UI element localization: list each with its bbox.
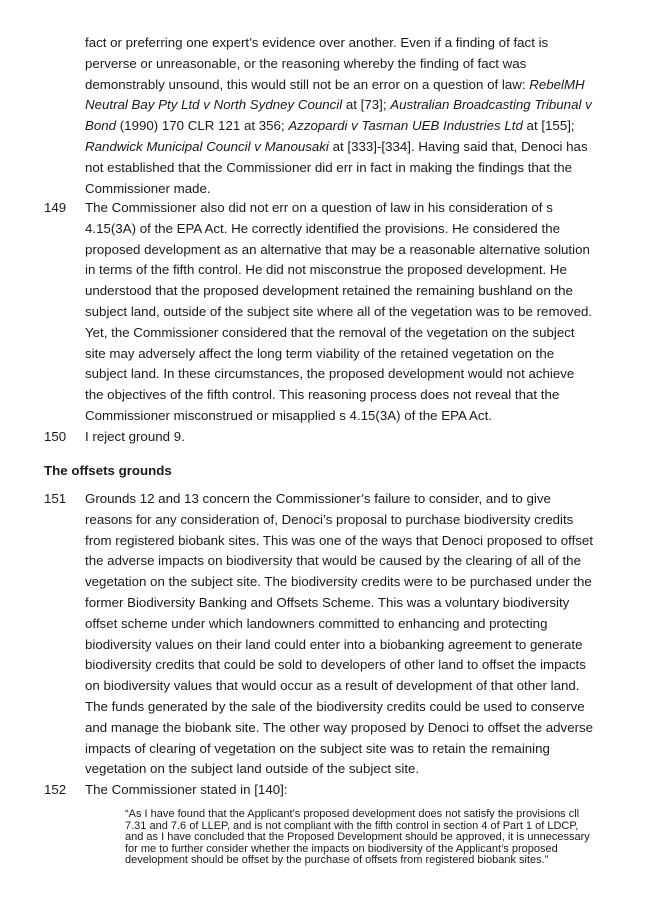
case-citation: Australian Broadcasting Tribunal v Bond bbox=[85, 97, 592, 134]
block-quote: “As I have found that the Applicant’s proposed development does not satisfy the provisions cll 7.31 and 7.6 of LLEP, and is not compliant with the fifth control in section 4 of Part 1 of LDCP, and as I have concluded that the Proposed Development should be approved, it is unnecessary for me to further consider whether the impacts on biodiversity of the Applicant’s proposed development should be offset by the purchase of offsets from registered biobank sites.” bbox=[125, 808, 590, 867]
paragraph-148-continuation bbox=[85, 33, 595, 199]
paragraph-text: at [73]; bbox=[342, 97, 391, 113]
paragraph-152: The Commissioner stated in [140]: bbox=[85, 782, 288, 797]
paragraph-number: 150 bbox=[44, 429, 67, 444]
paragraph-text: (1990) 170 CLR 121 at 356; bbox=[116, 118, 289, 134]
paragraph-number: 152 bbox=[44, 782, 67, 797]
paragraph-number: 149 bbox=[44, 200, 67, 215]
case-citation: RebelMH Neutral Bay Pty Ltd v North Sydney Council bbox=[85, 76, 585, 113]
paragraph-150: I reject ground 9. bbox=[85, 429, 185, 444]
paragraph-text: fact or preferring one expert’s evidence over another. Even if a finding of fact is perverse or unreasonable, or the reasoning whereby the finding of fact was demonstrably unsound, this would still not be an error on a question of law: bbox=[85, 35, 549, 92]
case-citation: Azzopardi v Tasman UEB Industries Ltd bbox=[288, 118, 523, 134]
paragraph-text: at [155]; bbox=[522, 118, 575, 134]
case-citation: Randwick Municipal Council v Manousaki bbox=[85, 138, 329, 154]
paragraph-number: 151 bbox=[44, 491, 67, 506]
section-heading: The offsets grounds bbox=[44, 463, 172, 478]
paragraph-151: Grounds 12 and 13 concern the Commissioner’s failure to consider, and to give reasons for any consideration of, Denoci’s proposal to purchase biodiversity credits from registered biobank sites. This was one of the ways that Denoci proposed to offset the adverse impacts on biodiversity that would be caused by the clearing of all of the vegetation on the subject site. The biodiversity credits were to be purchased under the former Biodiversity Banking and Offsets Scheme. This was a voluntary biodiversity offset scheme under which landowners committed to enhancing and protecting biodiversity values on their land could enter into a biobanking agreement to generate biodiversity credits that could be sold to developers of other land to offset the impacts on biodiversity values that would occur as a result of development of that other land. The funds generated by the sale of the biodiversity credits could be used to conserve and manage the biobank site. The other way proposed by Denoci to offset the adverse impacts of clearing of vegetation on the subject site was to retain the remaining vegetation on the subject land outside of the subject site. bbox=[85, 491, 594, 777]
paragraph-149: The Commissioner also did not err on a question of law in his consideration of s 4.15(3A) of the EPA Act. He correctly identified the provisions. He considered the proposed development as an alternative that may be a reasonable alternative solution in terms of the fifth control. He did not misconstrue the proposed development. He understood that the proposed development retained the remaining bushland on the subject land, outside of the subject site where all of the vegetation was to be removed. Yet, the Commissioner considered that the removal of the vegetation on the subject site may adversely affect the long term viability of the retained vegetation on the subject land. In these circumstances, the proposed development would not achieve the objectives of the fifth control. This reasoning process does not reveal that the Commissioner misconstrued or misapplied s 4.15(3A) of the EPA Act. bbox=[85, 200, 593, 423]
paragraph-text: at [333]-[334]. Having said that, Denoci has not established that the Commissioner did err in fact in making the findings that the Commissioner made. bbox=[85, 138, 588, 196]
